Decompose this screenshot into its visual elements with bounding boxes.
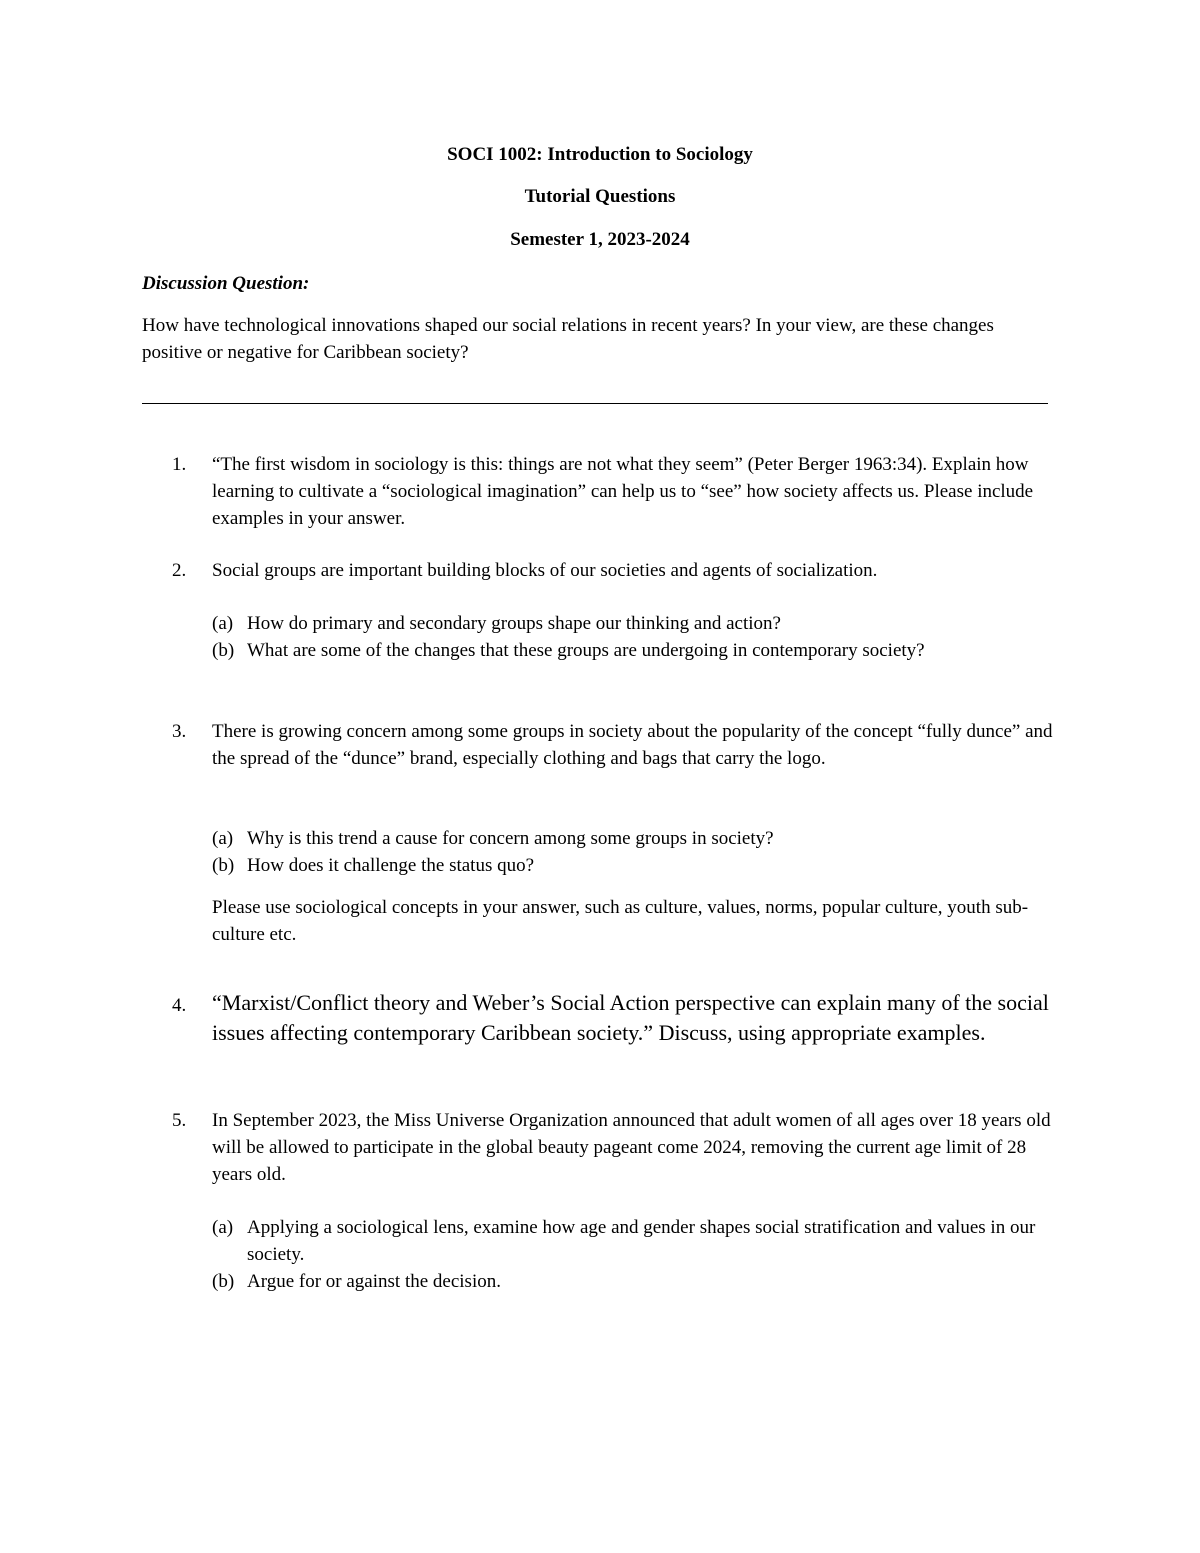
- question-number: 5.: [172, 1110, 187, 1131]
- question-number: 3.: [172, 721, 187, 742]
- question-text: “The first wisdom in sociology is this: things are not what they seem” (Peter Berger 1963:34). Explain how learning to cultivate a “sociological imagination” can help us to “see” how society affects us. Please include examples in your answer.: [212, 454, 1034, 529]
- sub-question-text: Argue for or against the decision.: [247, 1271, 501, 1292]
- sub-question-label: (a): [212, 613, 234, 634]
- sub-question-label: (b): [212, 1271, 235, 1292]
- semester-line: Semester 1, 2023-2024: [510, 229, 690, 250]
- question-text: Social groups are important building blocks of our societies and agents of socialization.: [212, 560, 878, 581]
- question-number: 4.: [172, 995, 187, 1016]
- sub-question-label: (a): [212, 1217, 234, 1238]
- question-note: Please use sociological concepts in your answer, such as culture, values, norms, popular culture, youth sub-culture etc.: [212, 897, 1029, 945]
- question-number: 2.: [172, 560, 187, 581]
- sub-question-text: How does it challenge the status quo?: [247, 855, 535, 876]
- discussion-text: How have technological innovations shaped our social relations in recent years? In your view, are these changes positive or negative for Caribbean society?: [142, 315, 994, 363]
- discussion-heading: Discussion Question:: [142, 273, 310, 294]
- document-subtitle: Tutorial Questions: [524, 186, 676, 207]
- question-text: There is growing concern among some groups in society about the popularity of the concept “fully dunce” and the spread of the “dunce” brand, especially clothing and bags that carry the logo.: [212, 721, 1053, 769]
- sub-question-text: Why is this trend a cause for concern among some groups in society?: [247, 828, 774, 849]
- sub-question-label: (b): [212, 640, 235, 661]
- sub-question-text: How do primary and secondary groups shape our thinking and action?: [247, 613, 781, 634]
- sub-question-text: What are some of the changes that these groups are undergoing in contemporary society?: [247, 640, 925, 661]
- question-text: “Marxist/Conflict theory and Weber’s Social Action perspective can explain many of the social issues affecting contemporary Caribbean society.” Discuss, using appropriate examples.: [212, 990, 1049, 1045]
- course-title: SOCI 1002: Introduction to Sociology: [447, 144, 753, 165]
- question-text: In September 2023, the Miss Universe Organization announced that adult women of all ages over 18 years old will be allowed to participate in the global beauty pageant come 2024, removing the current age limit of 28 years old.: [212, 1110, 1051, 1185]
- sub-question-text: Applying a sociological lens, examine how age and gender shapes social stratification and values in our society.: [247, 1217, 1036, 1265]
- question-number: 1.: [172, 454, 187, 475]
- horizontal-rule: [142, 403, 1048, 404]
- sub-question-label: (b): [212, 855, 235, 876]
- sub-question-label: (a): [212, 828, 234, 849]
